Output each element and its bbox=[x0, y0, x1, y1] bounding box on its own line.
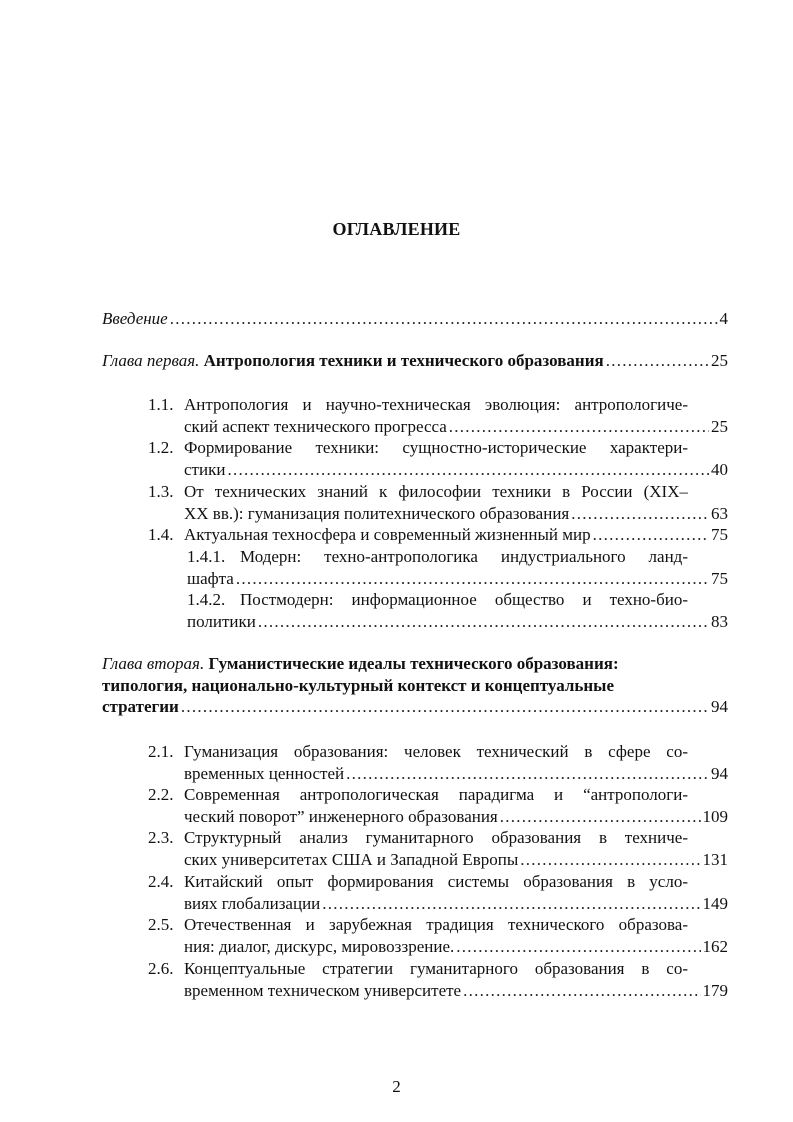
section-title-line: XX вв.): гуманизация политехнического образования bbox=[184, 504, 570, 523]
subsection-title-line: Постмодерн: информационное общество и техно-био- bbox=[240, 590, 688, 609]
toc-entry-chapter-2 bbox=[102, 696, 728, 718]
dot-leader bbox=[236, 568, 709, 590]
dot-leader bbox=[456, 936, 700, 958]
page-ref: 63 bbox=[711, 504, 728, 523]
section-number: 2.6. bbox=[148, 959, 174, 978]
page-ref: 149 bbox=[702, 894, 728, 913]
toc-entry-1-2 bbox=[184, 459, 728, 481]
page-ref: 179 bbox=[702, 981, 728, 1000]
section-title-line: Формирование техники: сущностно-исторические характери- bbox=[184, 438, 688, 457]
section-title-line: виях глобализации bbox=[184, 894, 321, 913]
toc-entry-1-1 bbox=[184, 416, 728, 438]
section-title-line: Антропология и научно-техническая эволюция: антропологиче- bbox=[184, 395, 688, 414]
section-number: 1.2. bbox=[148, 438, 174, 457]
section-number: 2.5. bbox=[148, 915, 174, 934]
section-title-line: Отечественная и зарубежная традиция технического образова- bbox=[184, 915, 688, 934]
chapter-heading bbox=[102, 653, 692, 675]
dot-leader bbox=[322, 893, 700, 915]
subsection-number: 1.4.2. bbox=[187, 590, 226, 609]
page-ref: 25 bbox=[711, 417, 728, 436]
dot-leader bbox=[463, 980, 700, 1002]
subsection-number: 1.4.1. bbox=[187, 547, 226, 566]
toc-entry-2-6 bbox=[184, 980, 728, 1002]
chapter-title: стратегии bbox=[102, 697, 179, 716]
chapter-prefix: Глава первая. bbox=[102, 351, 200, 370]
page-ref: 94 bbox=[711, 697, 728, 716]
dot-leader bbox=[449, 416, 709, 438]
section-title-line: Современная антропологическая парадигма и “антропологи- bbox=[184, 785, 688, 804]
dot-leader bbox=[258, 611, 709, 633]
section-title-line: Актуальная техносфера и современный жизненный мир bbox=[184, 525, 591, 544]
toc-entry-2-4 bbox=[184, 893, 728, 915]
toc-entry-1-4-1 bbox=[187, 568, 728, 590]
toc-entry-chapter-1 bbox=[102, 350, 728, 372]
toc-entry-2-5 bbox=[184, 936, 728, 958]
section-number: 1.4. bbox=[148, 525, 174, 544]
section-number: 1.3. bbox=[148, 482, 174, 501]
page-ref: 4 bbox=[719, 309, 728, 328]
intro-label: Введение bbox=[102, 309, 168, 328]
subsection-title-line: политики bbox=[187, 612, 256, 631]
dot-leader bbox=[346, 763, 709, 785]
page-number: 2 bbox=[392, 1077, 401, 1096]
section-title-line: временных ценностей bbox=[184, 764, 345, 783]
page-ref: 162 bbox=[702, 937, 728, 956]
section-number: 1.1. bbox=[148, 395, 174, 414]
section-number: 2.3. bbox=[148, 828, 174, 847]
dot-leader bbox=[606, 350, 709, 372]
section-title-line: Гуманизация образования: человек технический в сфере со- bbox=[184, 742, 688, 761]
section-title-line: ский аспект технического прогресса bbox=[184, 417, 447, 436]
page-ref: 94 bbox=[711, 764, 728, 783]
page-ref: 75 bbox=[711, 569, 728, 588]
toc-entry-2-2 bbox=[184, 806, 728, 828]
dot-leader bbox=[593, 524, 709, 546]
toc-entry-1-3 bbox=[184, 503, 728, 525]
page-ref: 40 bbox=[711, 460, 728, 479]
chapter-title: типология, национально-культурный контекст и концептуальные bbox=[102, 676, 615, 695]
dot-leader bbox=[170, 308, 718, 330]
dot-leader bbox=[500, 806, 701, 828]
toc-entry-1-4 bbox=[184, 524, 728, 546]
section-title-line: Китайский опыт формирования системы образования в усло- bbox=[184, 872, 688, 891]
subsection-title-line: шафта bbox=[187, 569, 234, 588]
page-title: ОГЛАВЛЕНИЕ bbox=[332, 219, 461, 239]
toc-entry-intro bbox=[102, 308, 728, 330]
page-ref: 83 bbox=[711, 612, 728, 631]
page-ref: 25 bbox=[711, 351, 728, 370]
dot-leader bbox=[520, 849, 700, 871]
page-ref: 75 bbox=[711, 525, 728, 544]
section-title-line: стики bbox=[184, 460, 226, 479]
chapter-title: Антропология техники и технического образования bbox=[203, 351, 604, 370]
section-title-line: ских университетах США и Западной Европы bbox=[184, 850, 519, 869]
dot-leader bbox=[181, 696, 709, 718]
page-ref: 109 bbox=[702, 807, 728, 826]
section-number: 2.1. bbox=[148, 742, 174, 761]
section-title-line: От технических знаний к философии техники в России (XIX– bbox=[184, 482, 688, 501]
section-number: 2.4. bbox=[148, 872, 174, 891]
dot-leader bbox=[227, 459, 709, 481]
section-number: 2.2. bbox=[148, 785, 174, 804]
toc-entry-2-1 bbox=[184, 763, 728, 785]
toc-entry-2-3 bbox=[184, 849, 728, 871]
chapter-heading bbox=[102, 350, 604, 372]
section-title-line: Структурный анализ гуманитарного образования в техниче- bbox=[184, 828, 688, 847]
subsection-title-line: Модерн: техно-антропологика индустриального ланд- bbox=[240, 547, 688, 566]
toc-entry-1-4-2 bbox=[187, 611, 728, 633]
section-title-line: временном техническом университете bbox=[184, 981, 462, 1000]
dot-leader bbox=[571, 503, 709, 525]
section-title-line: ния: диалог, дискурс, мировоззрение. bbox=[184, 937, 455, 956]
section-title-line: ческий поворот” инженерного образования bbox=[184, 807, 498, 826]
chapter-prefix: Глава вторая. bbox=[102, 654, 205, 673]
section-title-line: Концептуальные стратегии гуманитарного образования в со- bbox=[184, 959, 688, 978]
page-ref: 131 bbox=[702, 850, 728, 869]
chapter-title: Гуманистические идеалы технического образования: bbox=[208, 654, 619, 673]
